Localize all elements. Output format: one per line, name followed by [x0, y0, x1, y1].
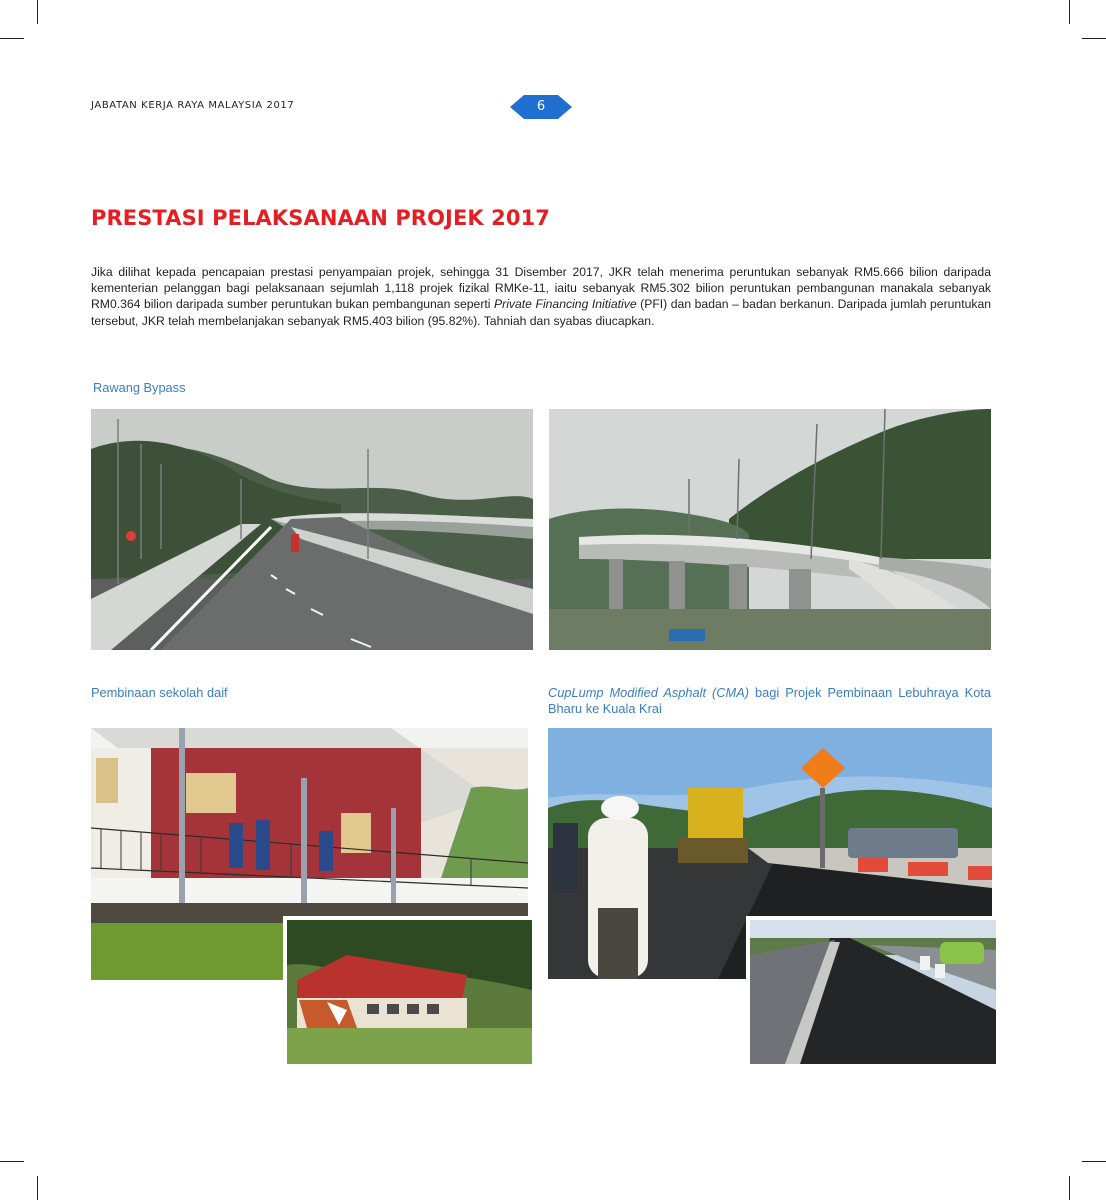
crop-mark: [1069, 1176, 1070, 1200]
crop-mark: [1082, 1161, 1106, 1162]
paragraph-text-1: Jika dilihat kepada pencapaian prestasi penyampaian projek, sehingga 31 Disember 2017, JKR telah menerima peruntukan sebanyak RM5.666 bilion daripada kementerian pelanggan bagi pelaksanaan sejumlah 1,118 projek fizikal RMKe-11, iaitu sebanyak RM5.302 bilion peruntukan pembangunan manakala sebanyak RM0.364 bilion daripada sumber peruntukan bukan pembangunan seperti: [91, 265, 991, 312]
crop-mark: [37, 1176, 38, 1200]
paragraph-text-2: (PFI) dan badan – badan berkanun. Daripada jumlah peruntukan tersebut, JKR telah membelanjakan sebanyak RM5.403 bilion (95.82%). Tahniah dan syabas diucapkan.: [91, 297, 992, 328]
crop-mark: [1082, 38, 1106, 39]
paragraph-italic-term: Private Financing Initiative: [494, 297, 637, 312]
caption-sekolah-daif: Pembinaan sekolah daif: [91, 685, 228, 700]
body-paragraph: [91, 264, 991, 329]
section-title: PRESTASI PELAKSANAAN PROJEK 2017: [91, 206, 551, 230]
caption-cma-text: bagi Projek Pembinaan Lebuhraya Kota Bharu ke Kuala Krai: [548, 685, 991, 716]
photo-rawang-bypass-bridge: [549, 409, 991, 650]
crop-mark: [0, 38, 24, 39]
crop-mark: [1069, 0, 1070, 24]
caption-rawang-bypass: Rawang Bypass: [93, 380, 186, 395]
caption-cma-project: [548, 685, 991, 717]
caption-cma-italic: CupLump Modified Asphalt (CMA): [548, 685, 750, 700]
running-header: JABATAN KERJA RAYA MALAYSIA 2017: [91, 100, 295, 111]
photo-rawang-bypass-road: [91, 409, 533, 650]
crop-mark: [0, 1161, 24, 1162]
photo-school-inset: [283, 916, 536, 1068]
page-number-badge: [510, 94, 572, 120]
page-number: 6: [536, 99, 546, 114]
crop-mark: [37, 0, 38, 24]
photo-road-inset: [746, 916, 1000, 1068]
